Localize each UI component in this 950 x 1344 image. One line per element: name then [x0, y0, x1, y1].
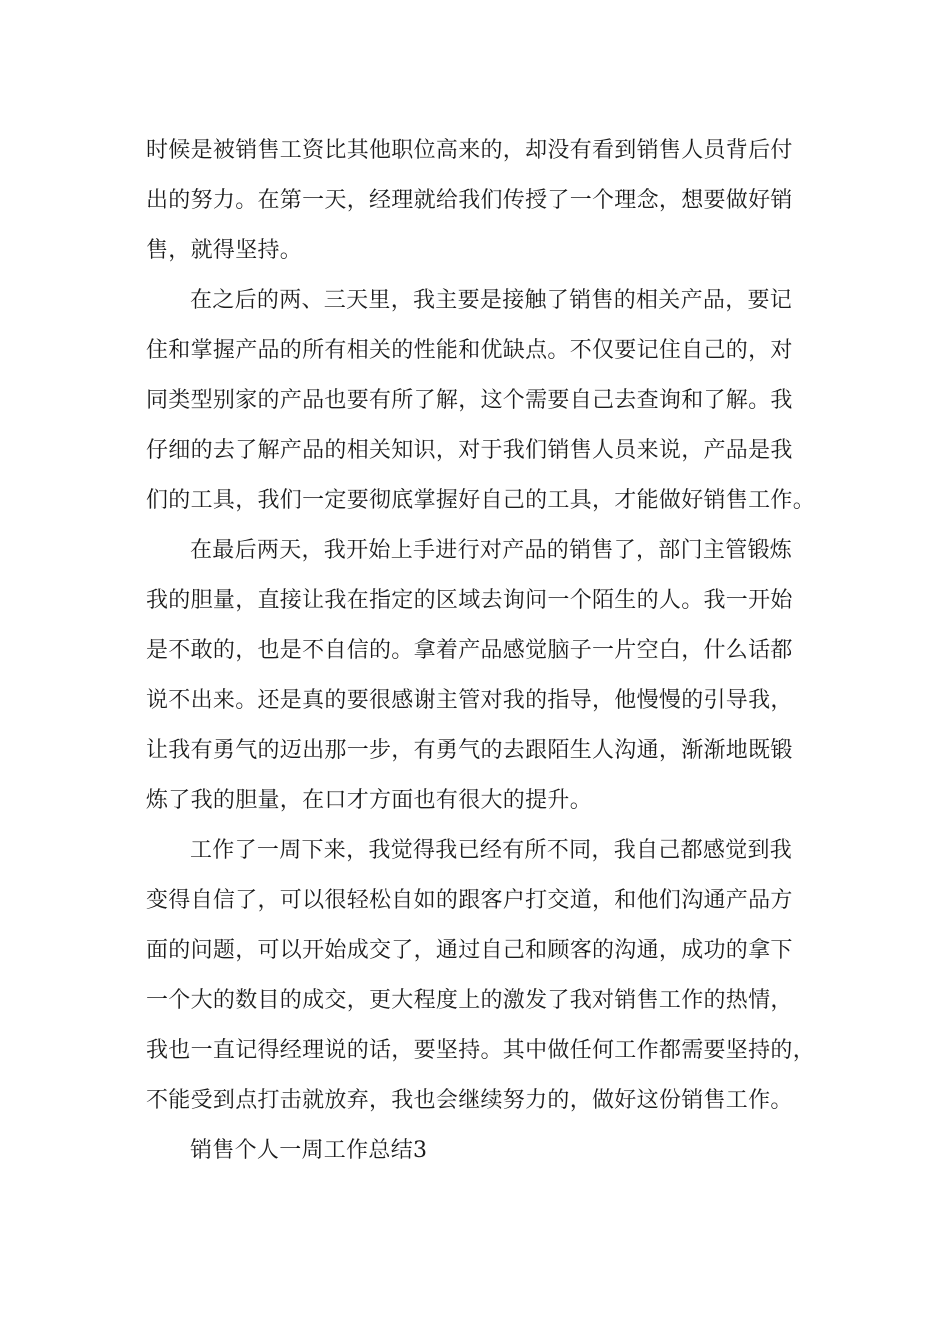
text-line: 时候是被销售工资比其他职位高来的，却没有看到销售人员背后付 — [146, 138, 793, 163]
text-line: 不能受到点打击就放弃，我也会继续努力的，做好这份销售工作。 — [146, 1088, 793, 1113]
text-line: 们的工具，我们一定要彻底掌握好自己的工具，才能做好销售工作。 — [146, 488, 816, 513]
text-line: 变得自信了，可以很轻松自如的跟客户打交道，和他们沟通产品方 — [146, 888, 793, 913]
text-line: 让我有勇气的迈出那一步，有勇气的去跟陌生人沟通，渐渐地既锻 — [146, 738, 793, 763]
text-line: 炼了我的胆量，在口才方面也有很大的提升。 — [146, 788, 593, 813]
text-line: 仔细的去了解产品的相关知识，对于我们销售人员来说，产品是我 — [146, 438, 793, 463]
text-line: 我的胆量，直接让我在指定的区域去询问一个陌生的人。我一开始 — [146, 588, 793, 613]
text-line: 同类型别家的产品也要有所了解，这个需要自己去查询和了解。我 — [146, 388, 793, 413]
text-line: 出的努力。在第一天，经理就给我们传授了一个理念，想要做好销 — [146, 188, 793, 213]
text-line: 是不敢的，也是不自信的。拿着产品感觉脑子一片空白，什么话都 — [146, 638, 793, 663]
text-line: 售，就得坚持。 — [146, 238, 303, 263]
document-body — [146, 126, 826, 1176]
text-line: 说不出来。还是真的要很感谢主管对我的指导，他慢慢的引导我， — [146, 688, 793, 713]
text-line: 住和掌握产品的所有相关的性能和优缺点。不仅要记住自己的，对 — [146, 338, 793, 363]
paragraph-first-line: 在最后两天，我开始上手进行对产品的销售了，部门主管锻炼 — [190, 538, 793, 563]
text-line: 一个大的数目的成交，更大程度上的激发了我对销售工作的热情， — [146, 988, 793, 1013]
section-heading: 销售个人一周工作总结3 — [190, 1138, 428, 1163]
paragraph-first-line: 工作了一周下来，我觉得我已经有所不同，我自己都感觉到我 — [190, 838, 793, 863]
text-line: 我也一直记得经理说的话，要坚持。其中做任何工作都需要坚持的， — [146, 1038, 816, 1063]
text-line: 面的问题，可以开始成交了，通过自己和顾客的沟通，成功的拿下 — [146, 938, 793, 963]
paragraph-first-line: 在之后的两、三天里，我主要是接触了销售的相关产品，要记 — [190, 288, 793, 313]
